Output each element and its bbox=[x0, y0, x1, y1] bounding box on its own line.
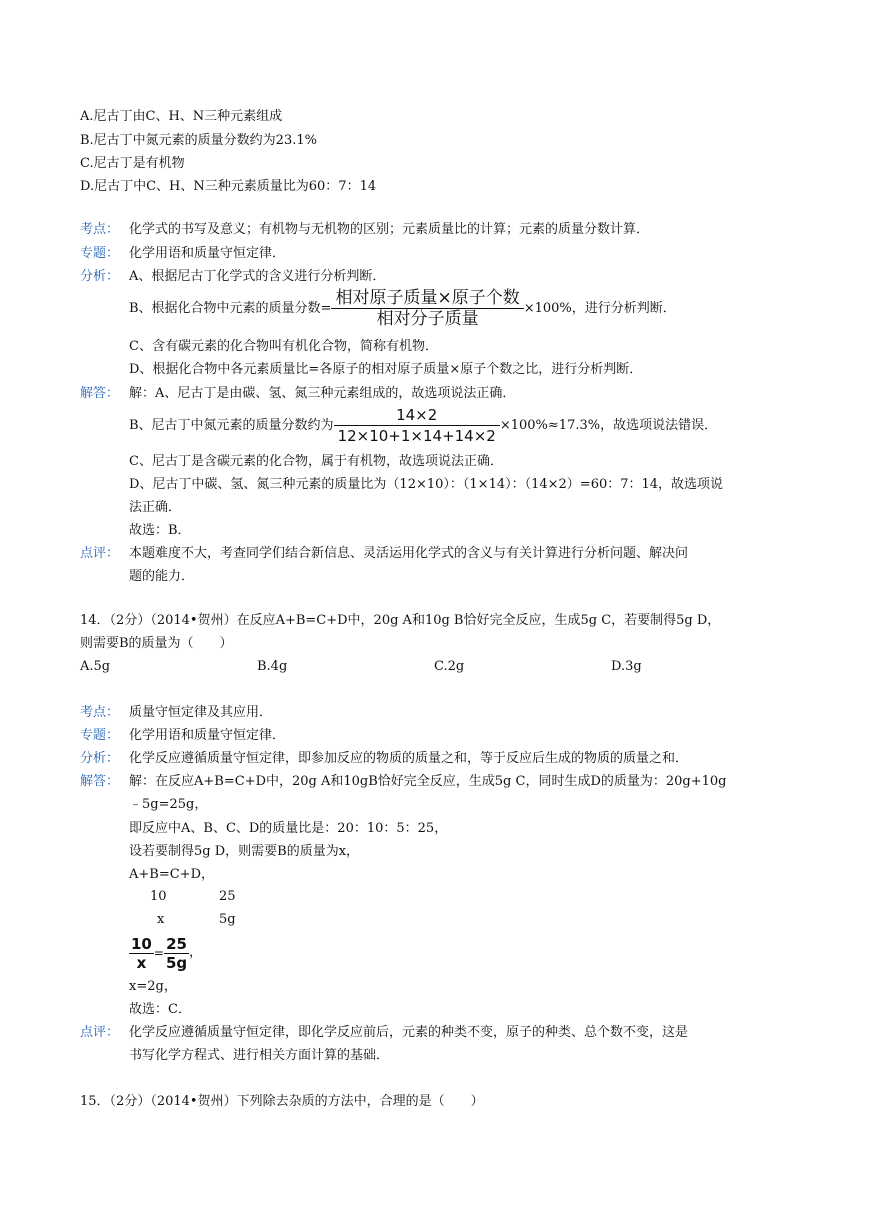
q14-given-d: 5g bbox=[219, 912, 236, 927]
q13-fenxi-label: 分析： bbox=[80, 269, 120, 284]
q14-proportion-equals: = bbox=[153, 946, 164, 960]
q14-proportion-right-den: 5g bbox=[165, 953, 188, 972]
q13-fenxi-a: A、根据尼古丁化学式的含义进行分析判断． bbox=[129, 269, 386, 284]
q14-zhuanti-label: 专题： bbox=[80, 728, 120, 743]
q14-proportion-left bbox=[129, 935, 154, 972]
q14-unknown-x: x bbox=[157, 912, 165, 927]
q14-dianping-label: 点评： bbox=[80, 1025, 120, 1040]
q14-kaodian-text: 质量守恒定律及其应用． bbox=[129, 705, 273, 720]
q13-option-c: C.尼古丁是有机物 bbox=[80, 156, 185, 171]
q14-jieda-answer: 故选：C． bbox=[129, 1002, 191, 1017]
q13-jieda-answer: 故选：B． bbox=[129, 523, 191, 538]
q14-proportion bbox=[129, 934, 202, 973]
q13-jieda-d2: 法正确． bbox=[129, 500, 182, 515]
q13-jieda-b-numerator: 14×2 bbox=[334, 405, 500, 426]
q13-jieda-b-denominator: 12×10+1×14+14×2 bbox=[337, 427, 496, 445]
q14-fenxi-text: 化学反应遵循质量守恒定律，即参加反应的物质的质量之和，等于反应后生成的物质的质量之和． bbox=[129, 751, 689, 766]
q14-jieda-line-4: 设若要制得5g D，则需要B的质量为x， bbox=[129, 844, 360, 859]
q13-option-b: B.尼古丁中氮元素的质量分数约为23.1% bbox=[80, 133, 317, 148]
q14-jieda-line-1: 解：在反应A+B=C+D中，20g A和10gB恰好完全反应，生成5g C，同时生成D的质量为：20g+10g bbox=[129, 774, 727, 789]
q13-option-a: A.尼古丁由C、H、N三种元素组成 bbox=[80, 109, 283, 124]
q13-jieda-b-post: ×100%≈17.3%，故选项说法错误． bbox=[499, 418, 718, 433]
q14-zhuanti-text: 化学用语和质量守恒定律． bbox=[129, 728, 286, 743]
q13-fenxi-d: D、根据化合物中各元素质量比=各原子的相对原子质量×原子个数之比，进行分析判断． bbox=[129, 362, 643, 377]
q13-jieda-label: 解答： bbox=[80, 386, 120, 401]
q14-ratio-d: 25 bbox=[219, 889, 236, 904]
q14-stem-1: 14．（2分）（2014•贺州）在反应A+B=C+D中，20g A和10g B恰好完全反应，生成5g C，若要制得5g D， bbox=[80, 613, 721, 628]
q13-jieda-a: 解：A、尼古丁是由碳、氢、氮三种元素组成的，故选项说法正确． bbox=[129, 386, 516, 401]
q14-jieda-line-2: ﹣5g=25g， bbox=[129, 797, 208, 812]
q14-proportion-right bbox=[164, 935, 189, 972]
q14-proportion-left-den: x bbox=[136, 953, 147, 972]
q13-fenxi-b-pre: B、根据化合物中元素的质量分数= bbox=[129, 301, 332, 316]
q14-kaodian-label: 考点： bbox=[80, 705, 120, 720]
q14-proportion-comma: ， bbox=[189, 945, 203, 960]
q14-dianping-2: 书写化学方程式、进行相关方面计算的基础． bbox=[129, 1048, 390, 1063]
q13-jieda-c: C、尼古丁是含碳元素的化合物，属于有机物，故选项说法正确． bbox=[129, 454, 503, 469]
q14-jieda-line-3: 即反应中A、B、C、D的质量比是：20：10：5：25， bbox=[129, 821, 448, 836]
q13-fenxi-c: C、含有碳元素的化合物叫有机化合物，简称有机物． bbox=[129, 339, 438, 354]
q14-option-b: B.4g bbox=[257, 659, 288, 674]
q14-ratio-b: 10 bbox=[150, 889, 167, 904]
q14-stem-2: 则需要B的质量为（ ） bbox=[80, 636, 233, 651]
q13-kaodian-label: 考点： bbox=[80, 222, 120, 237]
q13-fenxi-b-numerator: 相对原子质量×原子个数 bbox=[331, 288, 523, 309]
q13-fenxi-b bbox=[129, 286, 676, 332]
q13-kaodian-text: 化学式的书写及意义；有机物与无机物的区别；元素质量比的计算；元素的质量分数计算． bbox=[129, 222, 650, 237]
q13-jieda-b-pre: B、尼古丁中氮元素的质量分数约为 bbox=[129, 418, 334, 433]
q14-proportion-right-num: 25 bbox=[164, 935, 189, 954]
q15-stem: 15．（2分）（2014•贺州）下列除去杂质的方法中，合理的是（ ） bbox=[80, 1094, 484, 1109]
q13-fenxi-b-denominator: 相对分子质量 bbox=[376, 309, 479, 329]
q14-proportion-left-num: 10 bbox=[131, 934, 152, 953]
q14-result-x: x=2g， bbox=[129, 979, 177, 994]
q13-dianping-label: 点评： bbox=[80, 546, 120, 561]
q14-option-a: A.5g bbox=[80, 659, 111, 674]
q13-jieda-b-fraction bbox=[334, 405, 500, 446]
q13-fenxi-b-fraction bbox=[331, 288, 523, 329]
q14-equation: A+B=C+D， bbox=[129, 867, 214, 882]
q13-zhuanti-text: 化学用语和质量守恒定律． bbox=[129, 246, 286, 261]
q13-dianping-2: 题的能力． bbox=[129, 569, 195, 584]
q14-jieda-label: 解答： bbox=[80, 774, 120, 789]
q13-dianping-1: 本题难度不大，考查同学们结合新信息、灵活运用化学式的含义与有关计算进行分析问题、解决问 bbox=[129, 546, 689, 561]
q13-jieda-d1: D、尼古丁中碳、氢、氮三种元素的质量比为（12×10）：（1×14）：（14×2）=60：7：14，故选项说 bbox=[129, 477, 724, 492]
q14-dianping-1: 化学反应遵循质量守恒定律，即化学反应前后，元素的种类不变，原子的种类、总个数不变，这是 bbox=[129, 1025, 689, 1040]
q13-option-d: D.尼古丁中C、H、N三种元素质量比为60：7：14 bbox=[80, 179, 377, 194]
q14-option-c: C.2g bbox=[434, 659, 465, 674]
q14-fenxi-label: 分析： bbox=[80, 751, 120, 766]
q13-zhuanti-label: 专题： bbox=[80, 246, 120, 261]
q13-fenxi-b-post: ×100%，进行分析判断． bbox=[523, 301, 676, 316]
q13-jieda-b bbox=[129, 404, 717, 448]
q14-option-d: D.3g bbox=[611, 659, 642, 674]
